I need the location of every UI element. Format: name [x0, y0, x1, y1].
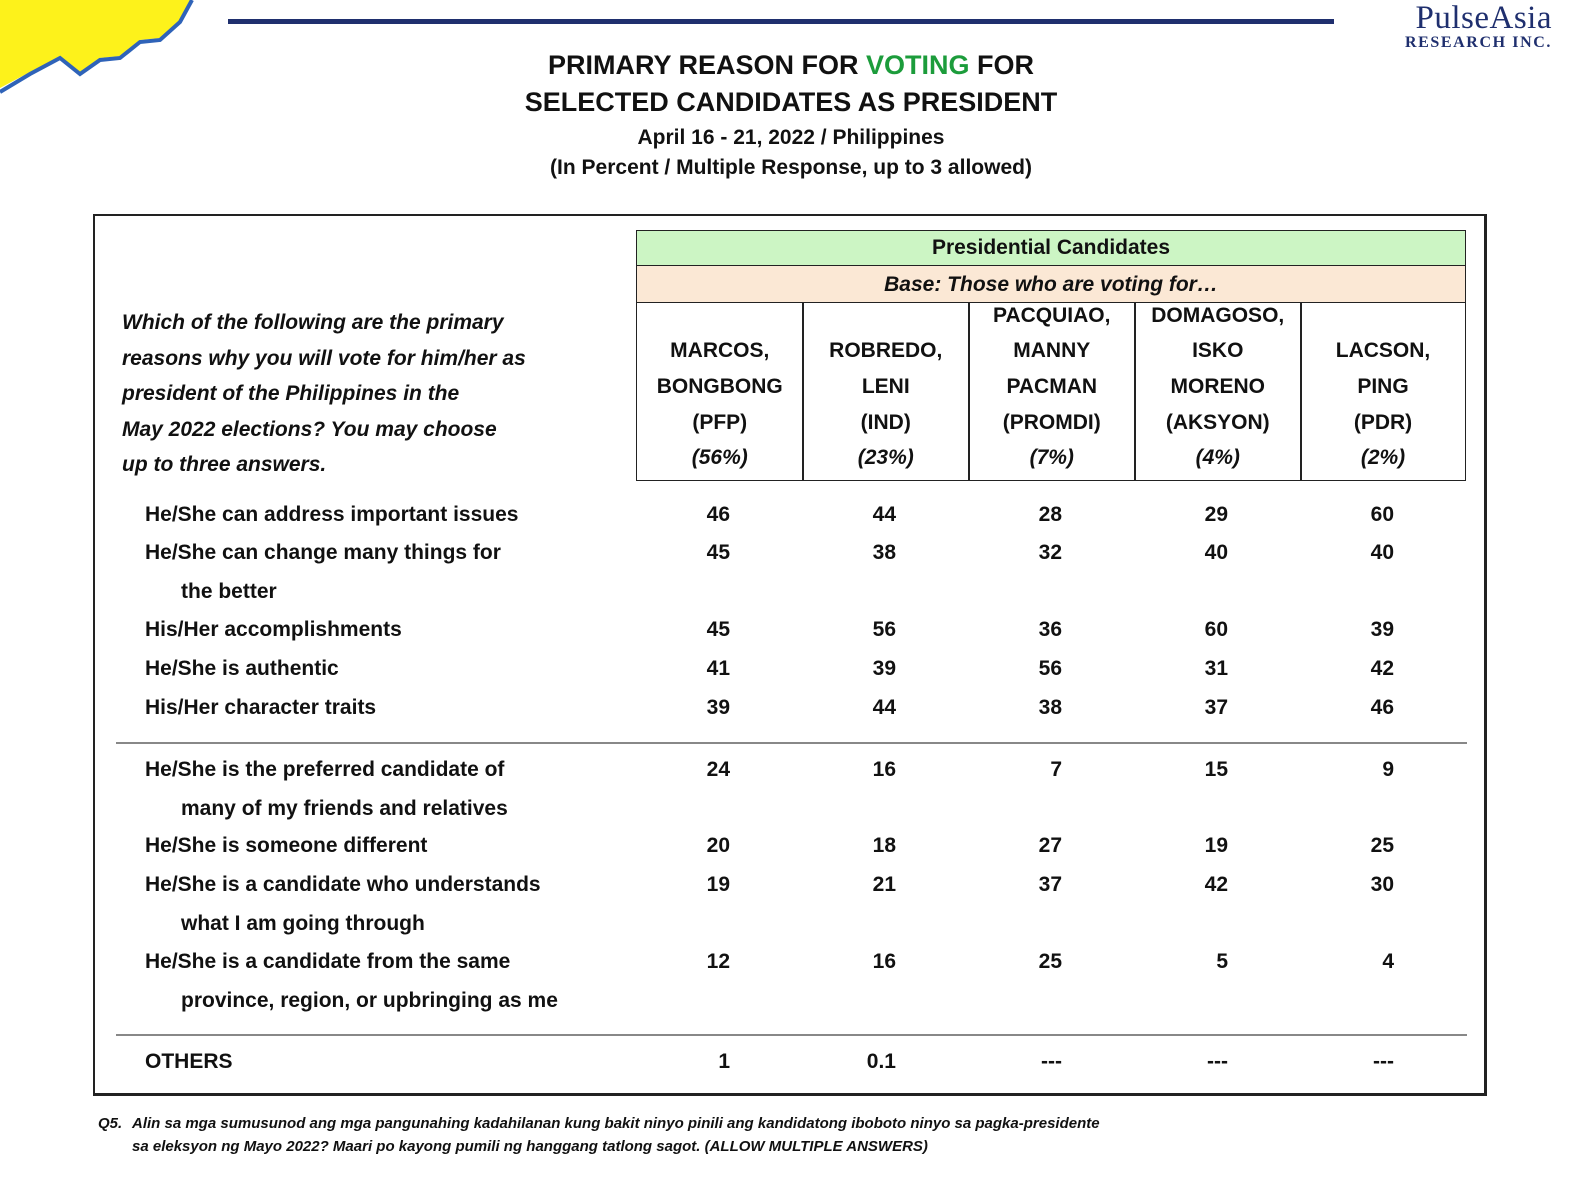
row-label: His/Her accomplishments	[145, 618, 402, 641]
page-title-line-2: SELECTED CANDIDATES AS PRESIDENT	[524, 87, 1058, 117]
row-label: He/She is authentic	[145, 657, 339, 680]
candidate-name-line: PACQUIAO,	[993, 303, 1111, 327]
row-label: He/She is a candidate from the same	[145, 950, 511, 973]
brand-name: PulseAsia	[1415, 0, 1552, 36]
data-cell: 18	[872, 834, 896, 857]
question-line: president of the Philippines in the	[122, 382, 460, 405]
data-cell: 56	[1038, 657, 1062, 680]
data-cell: 4	[1382, 950, 1394, 973]
data-cell: 19	[706, 873, 730, 896]
data-cell: 39	[1370, 618, 1394, 641]
question-line: reasons why you will vote for him/her as	[122, 346, 526, 370]
data-cell: 38	[1038, 696, 1062, 719]
brand-subtitle: RESEARCH INC.	[1404, 34, 1552, 51]
data-cell: 44	[872, 696, 896, 719]
candidate-name-line	[1301, 298, 1465, 334]
data-cell: 19	[1204, 834, 1228, 857]
candidate-column-header	[802, 302, 970, 481]
data-cell: 40	[1370, 541, 1394, 564]
data-cell: 38	[872, 541, 896, 564]
data-cell: 1	[718, 1050, 730, 1073]
candidate-base-percent: (56%)	[691, 446, 748, 470]
candidate-base-percent: (2%)	[1360, 446, 1406, 470]
data-cell: 27	[1038, 834, 1062, 857]
header-presidential-candidates: Presidential Candidates	[636, 230, 1466, 266]
row-label: He/She is someone different	[145, 834, 428, 857]
row-separator	[116, 1034, 1467, 1036]
data-cell: 29	[1204, 503, 1228, 526]
row-label-continuation: what I am going through	[181, 911, 425, 935]
title-pre: PRIMARY REASON FOR	[547, 50, 866, 80]
title-post: FOR	[969, 50, 1035, 80]
candidate-name-line: ISKO	[1192, 339, 1244, 363]
candidate-column-header	[1300, 302, 1466, 481]
title-highlight: VOTING	[866, 50, 970, 80]
data-cell: 20	[706, 834, 730, 857]
header-base: Base: Those who are voting for…	[636, 266, 1466, 303]
data-cell: 5	[1216, 950, 1228, 973]
row-separator	[116, 742, 1467, 744]
candidate-name-line: (PFP)	[692, 410, 748, 434]
row-label: He/She is the preferred candidate of	[145, 758, 505, 781]
data-cell: 36	[1038, 618, 1062, 641]
row-label: He/She is a candidate who understands	[145, 873, 541, 896]
data-cell: 41	[706, 657, 730, 680]
subtitle-date: April 16 - 21, 2022 / Philippines	[637, 126, 945, 149]
footnote-prefix: Q5.	[98, 1115, 123, 1132]
data-cell: 16	[872, 950, 896, 973]
footnote-line: Alin sa mga sumusunod ang mga pangunahing kadahilanan kung bakit ninyo pinili ang kandidatong iboboto ninyo sa pagka-presidente	[132, 1115, 1100, 1132]
data-cell: ---	[1207, 1050, 1228, 1073]
data-cell: 37	[1038, 873, 1062, 896]
data-cell: ---	[1373, 1050, 1394, 1073]
question-line: Which of the following are the primary	[122, 311, 504, 334]
data-cell: 31	[1204, 657, 1228, 680]
question-line: May 2022 elections? You may choose	[122, 417, 497, 441]
candidate-name-line: PING	[1357, 374, 1409, 398]
candidate-base-percent: (23%)	[857, 446, 914, 470]
data-cell: 37	[1204, 696, 1228, 719]
question-text	[122, 305, 602, 483]
data-cell: 25	[1038, 950, 1062, 973]
candidate-column-header	[968, 302, 1136, 481]
candidate-column-header	[636, 302, 804, 481]
data-cell: 24	[706, 758, 730, 781]
candidate-name-line: (AKSYON)	[1165, 410, 1270, 434]
candidate-name-line: MARCOS,	[670, 339, 770, 363]
candidate-column-header	[1134, 302, 1302, 481]
candidate-name-line: LACSON,	[1335, 339, 1431, 363]
data-cell: 39	[872, 657, 896, 680]
data-cell: 42	[1370, 657, 1394, 680]
candidate-name-line	[803, 298, 969, 334]
candidate-name-line: PACMAN	[1006, 374, 1098, 398]
row-label: OTHERS	[145, 1050, 233, 1073]
data-cell: 60	[1204, 618, 1228, 641]
row-label-continuation: province, region, or upbringing as me	[181, 988, 558, 1012]
candidate-name-line: BONGBONG	[656, 374, 783, 398]
data-cell: 39	[706, 696, 730, 719]
data-cell: 0.1	[866, 1050, 896, 1073]
candidate-base-percent: (7%)	[1029, 446, 1074, 470]
data-cell: 15	[1204, 758, 1228, 781]
data-cell: 7	[1050, 758, 1062, 781]
row-label-continuation: the better	[181, 579, 277, 603]
candidate-name-line: (PDR)	[1353, 410, 1413, 434]
data-cell: ---	[1041, 1050, 1062, 1073]
candidate-name-line: DOMAGOSO,	[1151, 303, 1285, 327]
data-cell: 46	[1370, 696, 1394, 719]
data-cell: 45	[706, 541, 730, 564]
subtitle-note: (In Percent / Multiple Response, up to 3 allowed)	[550, 156, 1032, 179]
data-cell: 30	[1370, 873, 1394, 896]
candidate-name-line: (PROMDI)	[1002, 410, 1101, 434]
data-cell: 21	[872, 873, 896, 896]
brand-logo	[1405, 2, 1552, 52]
data-cell: 42	[1204, 873, 1228, 896]
data-cell: 45	[706, 618, 730, 641]
data-cell: 28	[1038, 503, 1062, 526]
candidate-name-line: LENI	[861, 374, 910, 398]
candidate-base-percent: (4%)	[1195, 446, 1240, 470]
row-label: He/She can address important issues	[145, 503, 519, 526]
data-cell: 60	[1370, 503, 1394, 526]
candidate-name-line: MANNY	[1013, 339, 1091, 363]
row-label: He/She can change many things for	[145, 541, 501, 564]
data-cell: 56	[872, 618, 896, 641]
row-label: His/Her character traits	[145, 696, 377, 719]
data-cell: 32	[1038, 541, 1062, 564]
candidate-name-line: ROBREDO,	[829, 339, 943, 363]
candidate-name-line	[637, 298, 803, 334]
data-cell: 12	[706, 950, 730, 973]
data-cell: 25	[1370, 834, 1394, 857]
candidate-name-line: MORENO	[1170, 374, 1265, 398]
data-cell: 9	[1382, 758, 1394, 781]
data-cell: 44	[872, 503, 896, 526]
footnote-line: sa eleksyon ng Mayo 2022? Maari po kayong pumili ng hanggang tatlong sagot. (ALLOW MULTIPLE ANSWERS)	[132, 1138, 928, 1155]
page-title-line-1	[0, 50, 1582, 81]
data-cell: 40	[1204, 541, 1228, 564]
question-line: up to three answers.	[122, 453, 327, 476]
row-label-continuation: many of my friends and relatives	[181, 796, 508, 820]
data-cell: 46	[706, 503, 730, 526]
candidate-name-line: (IND)	[860, 410, 911, 434]
top-rule	[228, 19, 1334, 24]
data-cell: 16	[872, 758, 896, 781]
